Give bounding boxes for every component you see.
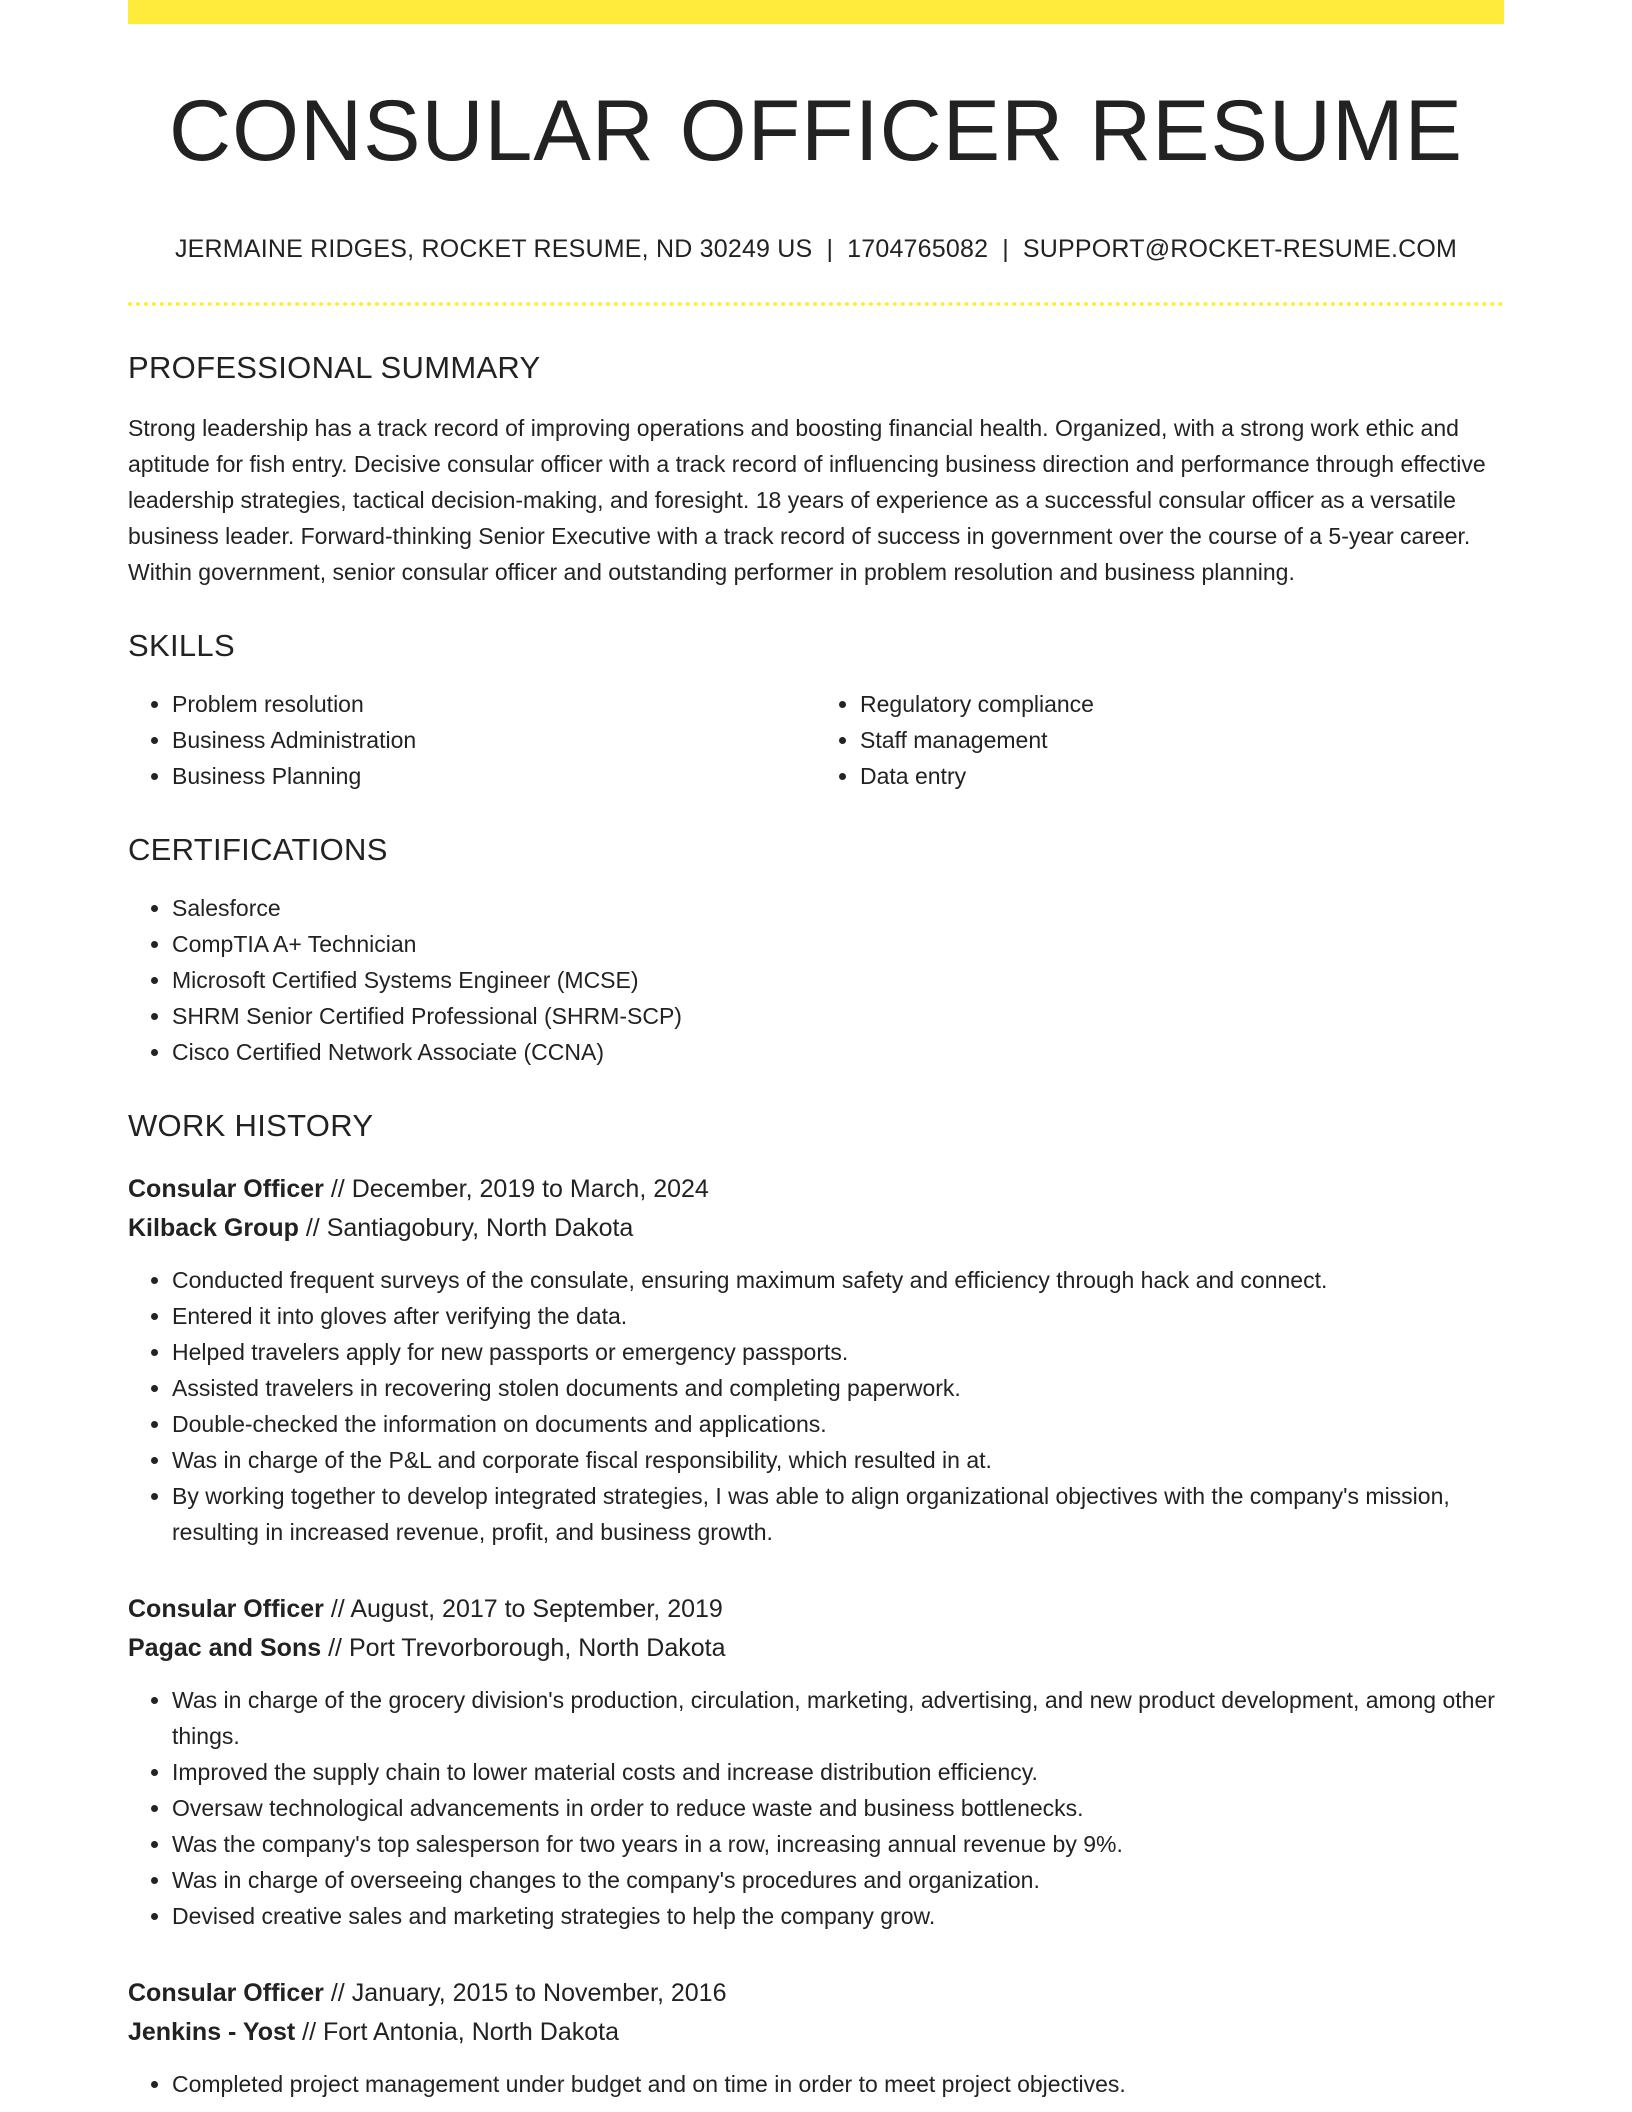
job-role: Consular Officer: [128, 1174, 324, 1203]
certifications-list: [128, 890, 1504, 1070]
job-bullet: • Improved the supply chain to lower material costs and increase distribution efficiency.: [172, 1754, 1504, 1790]
contact-phone: 1704765082: [847, 234, 989, 263]
resume-page: [128, 0, 1504, 2102]
job-dates: December, 2019 to March, 2024: [351, 1174, 709, 1203]
resume-title: CONSULAR OFFICER RESUME: [168, 83, 1464, 179]
certifications-heading: CERTIFICATIONS: [128, 831, 388, 867]
skill-item: • Regulatory compliance: [860, 686, 1500, 722]
job-bullet: • Conducted frequent surveys of the consulate, ensuring maximum safety and efficiency through hack and connect.: [172, 1262, 1504, 1298]
job-bullet: • By working together to develop integrated strategies, I was able to align organizational objectives with the company's mission, resulting in increased revenue, profit, and business growth.: [172, 1478, 1504, 1550]
job-bullet: • Was the company's top salesperson for two years in a row, increasing annual revenue by 9%.: [172, 1826, 1504, 1862]
certification-item: • Salesforce: [172, 890, 1504, 926]
job-role: Consular Officer: [128, 1594, 324, 1623]
job-entry: [128, 1590, 1504, 1934]
skill-item: • Business Administration: [172, 722, 812, 758]
job-bullet: • Was in charge of the grocery division's production, circulation, marketing, advertising, and new product development, among other things.: [172, 1682, 1504, 1754]
skill-item: • Data entry: [860, 758, 1500, 794]
job-bullets: [128, 1262, 1504, 1550]
job-dates: January, 2015 to November, 2016: [351, 1978, 727, 2007]
dotted-divider: [128, 302, 1504, 306]
job-separator: //: [328, 1633, 342, 1662]
skill-item: • Problem resolution: [172, 686, 812, 722]
job-bullets: [128, 2066, 1504, 2102]
job-company-line: [128, 1629, 1504, 1668]
job-bullet: • Was in charge of overseeing changes to the company's procedures and organization.: [172, 1862, 1504, 1898]
contact-separator: |: [1002, 234, 1009, 263]
job-bullet: • Helped travelers apply for new passports or emergency passports.: [172, 1334, 1504, 1370]
job-separator: //: [305, 1213, 320, 1242]
certification-item: • Cisco Certified Network Associate (CCNA): [172, 1034, 1504, 1070]
job-bullet: • Double-checked the information on documents and applications.: [172, 1406, 1504, 1442]
work-history-heading: WORK HISTORY: [128, 1107, 374, 1143]
job-separator: //: [302, 2017, 317, 2046]
job-location: Fort Antonia, North Dakota: [323, 2017, 619, 2046]
job-company-line: [128, 1209, 1504, 1248]
job-separator: //: [330, 1174, 345, 1203]
summary-heading: PROFESSIONAL SUMMARY: [128, 349, 541, 385]
contact-line: [128, 235, 1504, 264]
job-bullet: • Was in charge of the P&L and corporate fiscal responsibility, which resulted in at.: [172, 1442, 1504, 1478]
skills-heading: SKILLS: [128, 627, 235, 663]
certification-item: • SHRM Senior Certified Professional (SHRM-SCP): [172, 998, 1504, 1034]
job-separator: //: [330, 1594, 345, 1623]
summary-text: Strong leadership has a track record of improving operations and boosting financial health. Organized, with a strong work ethic and aptitude for fish entry. Decisive consular officer with a track record of influencing business direction and performance through effective leadership strategies, tactical decision-making, and foresight. 18 years of experience as a successful consular officer as a versatile business leader. Forward-thinking Senior Executive with a track record of success in government over the course of a 5-year career. Within government, senior consular officer and outstanding performer in problem resolution and business planning.: [128, 414, 1486, 585]
certification-item: • Microsoft Certified Systems Engineer (MCSE): [172, 962, 1504, 998]
skills-list: [128, 686, 1504, 794]
contact-email: SUPPORT@ROCKET-RESUME.COM: [1022, 234, 1458, 263]
skill-item: • Staff management: [860, 722, 1500, 758]
contact-separator: |: [826, 234, 834, 263]
job-company-line: [128, 2013, 1504, 2052]
job-company: Kilback Group: [128, 1213, 299, 1242]
job-role-line: [128, 1974, 1504, 2013]
job-location: Santiagobury, North Dakota: [326, 1213, 634, 1242]
job-bullet: • Completed project management under budget and on time in order to meet project objectives.: [172, 2066, 1504, 2102]
job-entry: [128, 1974, 1504, 2102]
job-role-line: [128, 1590, 1504, 1629]
skill-item: • Business Planning: [172, 758, 812, 794]
job-bullets: [128, 1682, 1504, 1934]
job-location: Port Trevorborough, North Dakota: [348, 1633, 726, 1662]
job-role: Consular Officer: [128, 1978, 324, 2007]
job-company: Pagac and Sons: [128, 1633, 322, 1662]
job-bullet: • Entered it into gloves after verifying the data.: [172, 1298, 1504, 1334]
job-company: Jenkins - Yost: [128, 2017, 296, 2046]
job-dates: August, 2017 to September, 2019: [350, 1594, 723, 1623]
job-bullet: • Oversaw technological advancements in order to reduce waste and business bottlenecks.: [172, 1790, 1504, 1826]
job-bullet: • Devised creative sales and marketing strategies to help the company grow.: [172, 1898, 1504, 1934]
contact-address: JERMAINE RIDGES, ROCKET RESUME, ND 30249 US: [174, 234, 813, 263]
certification-item: • CompTIA A+ Technician: [172, 926, 1504, 962]
job-bullet: • Assisted travelers in recovering stolen documents and completing paperwork.: [172, 1370, 1504, 1406]
job-separator: //: [330, 1978, 345, 2007]
top-accent-bar: [128, 0, 1504, 24]
job-entry: [128, 1170, 1504, 1550]
skills-column-left: [128, 686, 812, 794]
job-role-line: [128, 1170, 1504, 1209]
skills-column-right: [812, 686, 1500, 794]
